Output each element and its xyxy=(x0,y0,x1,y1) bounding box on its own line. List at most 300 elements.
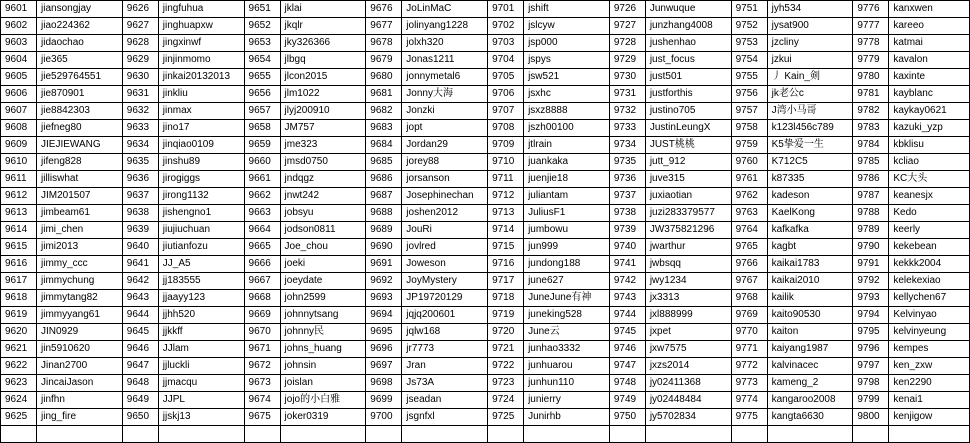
id-cell[interactable]: 9683 xyxy=(366,120,402,137)
username-cell[interactable]: jimmyyang61 xyxy=(37,307,123,324)
username-cell[interactable]: kekebean xyxy=(889,239,970,256)
username-cell[interactable]: JM757 xyxy=(280,120,366,137)
username-cell[interactable]: kavalon xyxy=(889,52,970,69)
id-cell[interactable]: 9685 xyxy=(366,154,402,171)
id-cell[interactable]: 9712 xyxy=(488,188,524,205)
id-cell[interactable]: 9746 xyxy=(609,341,645,358)
username-cell[interactable]: kellychen67 xyxy=(889,290,970,307)
username-cell[interactable]: june627 xyxy=(524,273,610,290)
id-cell[interactable]: 9650 xyxy=(122,409,158,426)
id-cell[interactable]: 9691 xyxy=(366,256,402,273)
username-cell[interactable]: Jran xyxy=(402,358,488,375)
username-cell[interactable]: jsgnfxl xyxy=(402,409,488,426)
username-cell[interactable]: keanesjx xyxy=(889,188,970,205)
id-cell[interactable]: 9735 xyxy=(609,154,645,171)
empty-cell[interactable] xyxy=(1,426,37,443)
id-cell[interactable]: 9721 xyxy=(488,341,524,358)
username-cell[interactable]: jifeng828 xyxy=(37,154,123,171)
id-cell[interactable]: 9757 xyxy=(731,103,767,120)
id-cell[interactable]: 9649 xyxy=(122,392,158,409)
empty-cell[interactable] xyxy=(488,426,524,443)
id-cell[interactable]: 9667 xyxy=(244,273,280,290)
username-cell[interactable]: Junwuque xyxy=(645,1,731,18)
username-cell[interactable]: katmai xyxy=(889,35,970,52)
username-cell[interactable]: kekkk2004 xyxy=(889,256,970,273)
username-cell[interactable]: jlyj200910 xyxy=(280,103,366,120)
id-cell[interactable]: 9741 xyxy=(609,256,645,273)
username-cell[interactable]: joker0319 xyxy=(280,409,366,426)
id-cell[interactable]: 9775 xyxy=(731,409,767,426)
id-cell[interactable]: 9774 xyxy=(731,392,767,409)
username-cell[interactable]: 丿 Kain_剣 xyxy=(767,69,853,86)
username-cell[interactable]: JUST桃桃 xyxy=(645,137,731,154)
username-cell[interactable]: KaelKong xyxy=(767,205,853,222)
id-cell[interactable]: 9634 xyxy=(122,137,158,154)
username-cell[interactable]: J湾小马哥 xyxy=(767,103,853,120)
id-cell[interactable]: 9654 xyxy=(244,52,280,69)
id-cell[interactable]: 9787 xyxy=(853,188,889,205)
id-cell[interactable]: 9728 xyxy=(609,35,645,52)
id-cell[interactable]: 9660 xyxy=(244,154,280,171)
username-cell[interactable]: junzhang4008 xyxy=(645,18,731,35)
username-cell[interactable]: jqjq200601 xyxy=(402,307,488,324)
id-cell[interactable]: 9693 xyxy=(366,290,402,307)
id-cell[interactable]: 9682 xyxy=(366,103,402,120)
username-cell[interactable]: jie365 xyxy=(37,52,123,69)
username-cell[interactable]: ken_zxw xyxy=(889,358,970,375)
id-cell[interactable]: 9601 xyxy=(1,1,37,18)
username-cell[interactable]: jutt_912 xyxy=(645,154,731,171)
empty-cell[interactable] xyxy=(37,426,123,443)
empty-cell[interactable] xyxy=(244,426,280,443)
id-cell[interactable]: 9613 xyxy=(1,205,37,222)
username-cell[interactable]: junhun110 xyxy=(524,375,610,392)
id-cell[interactable]: 9647 xyxy=(122,358,158,375)
id-cell[interactable]: 9615 xyxy=(1,239,37,256)
id-cell[interactable]: 9747 xyxy=(609,358,645,375)
username-cell[interactable]: jy5702834 xyxy=(645,409,731,426)
id-cell[interactable]: 9605 xyxy=(1,69,37,86)
id-cell[interactable]: 9769 xyxy=(731,307,767,324)
username-cell[interactable]: JincaiJason xyxy=(37,375,123,392)
id-cell[interactable]: 9790 xyxy=(853,239,889,256)
empty-cell[interactable] xyxy=(731,426,767,443)
username-cell[interactable]: JP19720129 xyxy=(402,290,488,307)
username-cell[interactable]: JIM201507 xyxy=(37,188,123,205)
id-cell[interactable]: 9710 xyxy=(488,154,524,171)
id-cell[interactable]: 9745 xyxy=(609,324,645,341)
id-cell[interactable]: 9739 xyxy=(609,222,645,239)
empty-cell[interactable] xyxy=(402,426,488,443)
username-cell[interactable]: jk老公c xyxy=(767,86,853,103)
id-cell[interactable]: 9742 xyxy=(609,273,645,290)
username-cell[interactable]: jishengno1 xyxy=(158,205,244,222)
empty-cell[interactable] xyxy=(645,426,731,443)
id-cell[interactable]: 9702 xyxy=(488,18,524,35)
username-cell[interactable]: johnnytsang xyxy=(280,307,366,324)
id-cell[interactable]: 9666 xyxy=(244,256,280,273)
id-cell[interactable]: 9777 xyxy=(853,18,889,35)
id-cell[interactable]: 9789 xyxy=(853,222,889,239)
username-cell[interactable]: Joe_chou xyxy=(280,239,366,256)
username-cell[interactable]: JouRi xyxy=(402,222,488,239)
username-cell[interactable]: kaxinte xyxy=(889,69,970,86)
id-cell[interactable]: 9652 xyxy=(244,18,280,35)
id-cell[interactable]: 9731 xyxy=(609,86,645,103)
id-cell[interactable]: 9783 xyxy=(853,120,889,137)
id-cell[interactable]: 9609 xyxy=(1,137,37,154)
username-cell[interactable]: juneking528 xyxy=(524,307,610,324)
id-cell[interactable]: 9689 xyxy=(366,222,402,239)
username-cell[interactable]: Jonas1211 xyxy=(402,52,488,69)
id-cell[interactable]: 9744 xyxy=(609,307,645,324)
username-cell[interactable]: jinjinmomo xyxy=(158,52,244,69)
username-cell[interactable]: JuliusF1 xyxy=(524,205,610,222)
username-cell[interactable]: jovlred xyxy=(402,239,488,256)
id-cell[interactable]: 9624 xyxy=(1,392,37,409)
id-cell[interactable]: 9709 xyxy=(488,137,524,154)
id-cell[interactable]: 9716 xyxy=(488,256,524,273)
id-cell[interactable]: 9629 xyxy=(122,52,158,69)
id-cell[interactable]: 9755 xyxy=(731,69,767,86)
username-cell[interactable]: jimi_chen xyxy=(37,222,123,239)
username-cell[interactable]: Kelvinyao xyxy=(889,307,970,324)
id-cell[interactable]: 9694 xyxy=(366,307,402,324)
id-cell[interactable]: 9621 xyxy=(1,341,37,358)
id-cell[interactable]: 9623 xyxy=(1,375,37,392)
username-cell[interactable]: jilliswhat xyxy=(37,171,123,188)
id-cell[interactable]: 9681 xyxy=(366,86,402,103)
id-cell[interactable]: 9723 xyxy=(488,375,524,392)
id-cell[interactable]: 9793 xyxy=(853,290,889,307)
id-cell[interactable]: 9759 xyxy=(731,137,767,154)
id-cell[interactable]: 9758 xyxy=(731,120,767,137)
username-cell[interactable]: jimmychung xyxy=(37,273,123,290)
username-cell[interactable]: junhuarou xyxy=(524,358,610,375)
username-cell[interactable]: kaito90530 xyxy=(767,307,853,324)
id-cell[interactable]: 9798 xyxy=(853,375,889,392)
username-cell[interactable]: jxpet xyxy=(645,324,731,341)
id-cell[interactable]: 9729 xyxy=(609,52,645,69)
id-cell[interactable]: 9786 xyxy=(853,171,889,188)
username-cell[interactable]: juxiaotian xyxy=(645,188,731,205)
id-cell[interactable]: 9719 xyxy=(488,307,524,324)
id-cell[interactable]: 9614 xyxy=(1,222,37,239)
id-cell[interactable]: 9692 xyxy=(366,273,402,290)
username-cell[interactable]: johns_huang xyxy=(280,341,366,358)
id-cell[interactable]: 9748 xyxy=(609,375,645,392)
id-cell[interactable]: 9763 xyxy=(731,205,767,222)
username-cell[interactable]: jie8842303 xyxy=(37,103,123,120)
username-cell[interactable]: K5挚爱一生 xyxy=(767,137,853,154)
username-cell[interactable]: jmsd0750 xyxy=(280,154,366,171)
empty-cell[interactable] xyxy=(122,426,158,443)
id-cell[interactable]: 9606 xyxy=(1,86,37,103)
username-cell[interactable]: jimmytang82 xyxy=(37,290,123,307)
id-cell[interactable]: 9700 xyxy=(366,409,402,426)
username-cell[interactable]: jimmy_ccc xyxy=(37,256,123,273)
username-cell[interactable]: johnny民 xyxy=(280,324,366,341)
id-cell[interactable]: 9732 xyxy=(609,103,645,120)
id-cell[interactable]: 9684 xyxy=(366,137,402,154)
username-cell[interactable]: kangta6630 xyxy=(767,409,853,426)
username-cell[interactable]: kenai1 xyxy=(889,392,970,409)
username-cell[interactable]: Junirhb xyxy=(524,409,610,426)
username-cell[interactable]: JustinLeungX xyxy=(645,120,731,137)
id-cell[interactable]: 9765 xyxy=(731,239,767,256)
id-cell[interactable]: 9651 xyxy=(244,1,280,18)
username-cell[interactable]: jodson0811 xyxy=(280,222,366,239)
username-cell[interactable]: jsxhc xyxy=(524,86,610,103)
id-cell[interactable]: 9773 xyxy=(731,375,767,392)
id-cell[interactable]: 9603 xyxy=(1,35,37,52)
id-cell[interactable]: 9653 xyxy=(244,35,280,52)
id-cell[interactable]: 9766 xyxy=(731,256,767,273)
username-cell[interactable]: kbklisu xyxy=(889,137,970,154)
username-cell[interactable]: jirogiggs xyxy=(158,171,244,188)
id-cell[interactable]: 9626 xyxy=(122,1,158,18)
username-cell[interactable]: jysat900 xyxy=(767,18,853,35)
username-cell[interactable]: JJ_A5 xyxy=(158,256,244,273)
username-cell[interactable]: keerly xyxy=(889,222,970,239)
username-cell[interactable]: jopt xyxy=(402,120,488,137)
id-cell[interactable]: 9705 xyxy=(488,69,524,86)
id-cell[interactable]: 9778 xyxy=(853,35,889,52)
id-cell[interactable]: 9695 xyxy=(366,324,402,341)
id-cell[interactable]: 9737 xyxy=(609,188,645,205)
username-cell[interactable]: jtlrain xyxy=(524,137,610,154)
id-cell[interactable]: 9639 xyxy=(122,222,158,239)
id-cell[interactable]: 9749 xyxy=(609,392,645,409)
empty-cell[interactable] xyxy=(767,426,853,443)
id-cell[interactable]: 9750 xyxy=(609,409,645,426)
id-cell[interactable]: 9658 xyxy=(244,120,280,137)
username-cell[interactable]: just_focus xyxy=(645,52,731,69)
username-cell[interactable]: johnsin xyxy=(280,358,366,375)
id-cell[interactable]: 9670 xyxy=(244,324,280,341)
username-cell[interactable]: JoyMystery xyxy=(402,273,488,290)
username-cell[interactable]: JIN0929 xyxy=(37,324,123,341)
username-cell[interactable]: jkqlr xyxy=(280,18,366,35)
username-cell[interactable]: kaiyang1987 xyxy=(767,341,853,358)
username-cell[interactable]: jqlw168 xyxy=(402,324,488,341)
username-cell[interactable]: Js73A xyxy=(402,375,488,392)
username-cell[interactable]: jnwt242 xyxy=(280,188,366,205)
username-cell[interactable]: June云 xyxy=(524,324,610,341)
username-cell[interactable]: jingxinwf xyxy=(158,35,244,52)
id-cell[interactable]: 9676 xyxy=(366,1,402,18)
username-cell[interactable]: K712C5 xyxy=(767,154,853,171)
username-cell[interactable]: Josephinechan xyxy=(402,188,488,205)
username-cell[interactable]: jingfuhua xyxy=(158,1,244,18)
username-cell[interactable]: jlm1022 xyxy=(280,86,366,103)
id-cell[interactable]: 9604 xyxy=(1,52,37,69)
id-cell[interactable]: 9671 xyxy=(244,341,280,358)
id-cell[interactable]: 9784 xyxy=(853,137,889,154)
id-cell[interactable]: 9754 xyxy=(731,52,767,69)
empty-cell[interactable] xyxy=(524,426,610,443)
username-cell[interactable]: jzcliny xyxy=(767,35,853,52)
id-cell[interactable]: 9688 xyxy=(366,205,402,222)
id-cell[interactable]: 9722 xyxy=(488,358,524,375)
empty-cell[interactable] xyxy=(889,426,970,443)
id-cell[interactable]: 9616 xyxy=(1,256,37,273)
id-cell[interactable]: 9630 xyxy=(122,69,158,86)
id-cell[interactable]: 9619 xyxy=(1,307,37,324)
id-cell[interactable]: 9642 xyxy=(122,273,158,290)
id-cell[interactable]: 9799 xyxy=(853,392,889,409)
id-cell[interactable]: 9669 xyxy=(244,307,280,324)
id-cell[interactable]: 9632 xyxy=(122,103,158,120)
username-cell[interactable]: kanxwen xyxy=(889,1,970,18)
id-cell[interactable]: 9662 xyxy=(244,188,280,205)
id-cell[interactable]: 9673 xyxy=(244,375,280,392)
username-cell[interactable]: jun999 xyxy=(524,239,610,256)
id-cell[interactable]: 9678 xyxy=(366,35,402,52)
username-cell[interactable]: jjaayy123 xyxy=(158,290,244,307)
id-cell[interactable]: 9767 xyxy=(731,273,767,290)
username-cell[interactable]: Jinan2700 xyxy=(37,358,123,375)
username-cell[interactable]: jushenhao xyxy=(645,35,731,52)
username-cell[interactable]: jme323 xyxy=(280,137,366,154)
id-cell[interactable]: 9618 xyxy=(1,290,37,307)
id-cell[interactable]: 9627 xyxy=(122,18,158,35)
id-cell[interactable]: 9715 xyxy=(488,239,524,256)
id-cell[interactable]: 9677 xyxy=(366,18,402,35)
username-cell[interactable]: jlbgq xyxy=(280,52,366,69)
id-cell[interactable]: 9796 xyxy=(853,341,889,358)
id-cell[interactable]: 9645 xyxy=(122,324,158,341)
id-cell[interactable]: 9674 xyxy=(244,392,280,409)
id-cell[interactable]: 9724 xyxy=(488,392,524,409)
username-cell[interactable]: jwbsqq xyxy=(645,256,731,273)
username-cell[interactable]: kazuki_yzp xyxy=(889,120,970,137)
id-cell[interactable]: 9771 xyxy=(731,341,767,358)
id-cell[interactable]: 9756 xyxy=(731,86,767,103)
username-cell[interactable]: joshen2012 xyxy=(402,205,488,222)
id-cell[interactable]: 9696 xyxy=(366,341,402,358)
id-cell[interactable]: 9800 xyxy=(853,409,889,426)
username-cell[interactable]: kaikai2010 xyxy=(767,273,853,290)
id-cell[interactable]: 9795 xyxy=(853,324,889,341)
username-cell[interactable]: jimbeam61 xyxy=(37,205,123,222)
id-cell[interactable]: 9788 xyxy=(853,205,889,222)
username-cell[interactable]: JIEJIEWANG xyxy=(37,137,123,154)
id-cell[interactable]: 9776 xyxy=(853,1,889,18)
username-cell[interactable]: jzkui xyxy=(767,52,853,69)
id-cell[interactable]: 9780 xyxy=(853,69,889,86)
username-cell[interactable]: jxw7575 xyxy=(645,341,731,358)
username-cell[interactable]: kelvinyeung xyxy=(889,324,970,341)
id-cell[interactable]: 9768 xyxy=(731,290,767,307)
username-cell[interactable]: jinmax xyxy=(158,103,244,120)
id-cell[interactable]: 9607 xyxy=(1,103,37,120)
username-cell[interactable]: Jonzki xyxy=(402,103,488,120)
username-cell[interactable]: kayblanc xyxy=(889,86,970,103)
id-cell[interactable]: 9713 xyxy=(488,205,524,222)
id-cell[interactable]: 9703 xyxy=(488,35,524,52)
id-cell[interactable]: 9717 xyxy=(488,273,524,290)
id-cell[interactable]: 9602 xyxy=(1,18,37,35)
username-cell[interactable]: jsxz8888 xyxy=(524,103,610,120)
username-cell[interactable]: jie870901 xyxy=(37,86,123,103)
id-cell[interactable]: 9720 xyxy=(488,324,524,341)
id-cell[interactable]: 9779 xyxy=(853,52,889,69)
username-cell[interactable]: jky326366 xyxy=(280,35,366,52)
id-cell[interactable]: 9657 xyxy=(244,103,280,120)
id-cell[interactable]: 9611 xyxy=(1,171,37,188)
username-cell[interactable]: k87335 xyxy=(767,171,853,188)
id-cell[interactable]: 9637 xyxy=(122,188,158,205)
id-cell[interactable]: 9701 xyxy=(488,1,524,18)
id-cell[interactable]: 9661 xyxy=(244,171,280,188)
username-cell[interactable]: JoLinMaC xyxy=(402,1,488,18)
username-cell[interactable]: Joweson xyxy=(402,256,488,273)
username-cell[interactable]: jxzs2014 xyxy=(645,358,731,375)
username-cell[interactable]: Kedo xyxy=(889,205,970,222)
id-cell[interactable]: 9743 xyxy=(609,290,645,307)
username-cell[interactable]: jorsanson xyxy=(402,171,488,188)
id-cell[interactable]: 9608 xyxy=(1,120,37,137)
username-cell[interactable]: jslcyw xyxy=(524,18,610,35)
username-cell[interactable]: joeydate xyxy=(280,273,366,290)
id-cell[interactable]: 9633 xyxy=(122,120,158,137)
id-cell[interactable]: 9655 xyxy=(244,69,280,86)
id-cell[interactable]: 9753 xyxy=(731,35,767,52)
username-cell[interactable]: jinqiao0109 xyxy=(158,137,244,154)
id-cell[interactable]: 9752 xyxy=(731,18,767,35)
id-cell[interactable]: 9738 xyxy=(609,205,645,222)
username-cell[interactable]: jjskj13 xyxy=(158,409,244,426)
id-cell[interactable]: 9706 xyxy=(488,86,524,103)
id-cell[interactable]: 9641 xyxy=(122,256,158,273)
username-cell[interactable]: jing_fire xyxy=(37,409,123,426)
id-cell[interactable]: 9698 xyxy=(366,375,402,392)
id-cell[interactable]: 9707 xyxy=(488,103,524,120)
username-cell[interactable]: jklai xyxy=(280,1,366,18)
id-cell[interactable]: 9733 xyxy=(609,120,645,137)
username-cell[interactable]: kelekexiao xyxy=(889,273,970,290)
id-cell[interactable]: 9690 xyxy=(366,239,402,256)
id-cell[interactable]: 9772 xyxy=(731,358,767,375)
id-cell[interactable]: 9625 xyxy=(1,409,37,426)
username-cell[interactable]: jiao224362 xyxy=(37,18,123,35)
username-cell[interactable]: just501 xyxy=(645,69,731,86)
username-cell[interactable]: joeki xyxy=(280,256,366,273)
username-cell[interactable]: JJlam xyxy=(158,341,244,358)
id-cell[interactable]: 9665 xyxy=(244,239,280,256)
username-cell[interactable]: kadeson xyxy=(767,188,853,205)
username-cell[interactable]: jsw521 xyxy=(524,69,610,86)
username-cell[interactable]: kcliao xyxy=(889,154,970,171)
id-cell[interactable]: 9726 xyxy=(609,1,645,18)
id-cell[interactable]: 9785 xyxy=(853,154,889,171)
username-cell[interactable]: jirong1132 xyxy=(158,188,244,205)
id-cell[interactable]: 9725 xyxy=(488,409,524,426)
username-cell[interactable]: jinshu89 xyxy=(158,154,244,171)
username-cell[interactable]: jxl888999 xyxy=(645,307,731,324)
empty-cell[interactable] xyxy=(853,426,889,443)
username-cell[interactable]: jinkliu xyxy=(158,86,244,103)
id-cell[interactable]: 9646 xyxy=(122,341,158,358)
id-cell[interactable]: 9704 xyxy=(488,52,524,69)
username-cell[interactable]: jundong188 xyxy=(524,256,610,273)
username-cell[interactable]: jie529764551 xyxy=(37,69,123,86)
username-cell[interactable]: juzi283379577 xyxy=(645,205,731,222)
username-cell[interactable]: jolinyang1228 xyxy=(402,18,488,35)
empty-cell[interactable] xyxy=(280,426,366,443)
id-cell[interactable]: 9714 xyxy=(488,222,524,239)
